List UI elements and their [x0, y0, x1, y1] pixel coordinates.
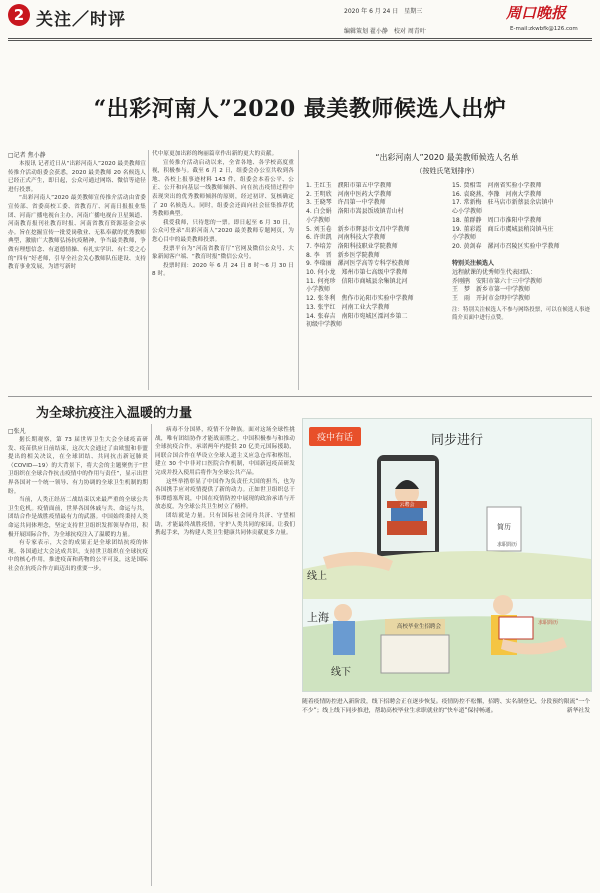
label-online: 线上 — [307, 571, 327, 582]
list-item: 1. 王红玉 濮阳市第五中学教师 — [306, 182, 392, 189]
list-item: 初级中学教师 — [306, 321, 343, 329]
list-item: 小学教师 — [452, 234, 477, 242]
sub-article-col1 — [8, 436, 148, 886]
editor-credits: 编辑策划 翟小静 校对 周青叶 — [344, 28, 426, 35]
paragraph: 当前，人类正经历二战结束以来最严重的全球公共卫生危机。疫情面前，世界各国休戚与共、命运与共，团结合作是战胜疫情最有力的武器。中国始终秉持人类命运共同体理念，坚定支持世卫组织发挥领导作用，积极开展国际合作，为全球抗疫注入了温暖的力量。 — [8, 497, 148, 538]
list-item — [452, 252, 592, 261]
issue-date: 2020 年 6 月 24 日 星期三 — [344, 8, 423, 15]
list-item: 6. 许世凯 河南科技大学教师 — [306, 234, 386, 242]
paragraph: 我爱我师，只待您的一票。即日起至 6 月 30 日，公众可登录“出彩河南人”2020 最美教师专题网页，为您心目中的最美教师投票。 — [152, 219, 294, 243]
sign-job-fair: 高校毕业生招聘会 — [396, 624, 441, 630]
paragraph: 团结就是力量。只有国际社会同舟共济、守望相助，才能最终战胜疫情，守护人类共同的家园。让我们携起手来，为构建人类卫生健康共同体贡献更多力量。 — [155, 512, 295, 537]
list-item: 心小学教师 — [452, 208, 483, 216]
caption-credit: 新华社发 — [566, 707, 590, 714]
list-item: 小学教师 — [306, 216, 331, 224]
list-item: 18. 董群静 周口市淮阳中学教师 — [452, 216, 542, 224]
list-item: 7. 李培芳 洛阳科技职业学院教师 — [306, 242, 398, 250]
column-divider — [151, 424, 152, 886]
list-item: 9. 李瑞丽 漯河医学高等专科学校教师 — [306, 260, 410, 268]
sub-headline: 为全球抗疫注入温暖的力量 — [36, 406, 193, 421]
paragraph: 投票时间：2020 年 6 月 24 日 8 时～6 月 30 日 8 时。 — [152, 262, 294, 278]
list-item: 4. 白会娟 洛阳市嵩县饭坡镇青山村 — [306, 208, 404, 216]
label-city: 上海 — [307, 611, 329, 624]
list-item: 20. 黄剑春 漯河市召陵区实验中学教师 — [452, 242, 560, 250]
list-item: 小学教师 — [306, 286, 331, 294]
column-divider — [148, 150, 149, 390]
list-item: 2. 王明欣 河南中医药大学教师 — [306, 190, 392, 198]
column-divider — [298, 150, 299, 390]
list-item: 8. 李 晋 新乡医学院教师 — [306, 251, 380, 259]
list-item: 11. 何亮珍 信阳市商城县余集镇北河 — [306, 277, 408, 285]
list-item: 13. 张宇红 河南工业大学教师 — [306, 303, 390, 311]
sub-byline: □张凡 — [8, 428, 26, 435]
paragraph: “出彩河南人”2020 最美教师宣传推介活动由省委宣传部、省委高校工委、省教育厅、河南日报报业集团、河南广播电视台主办，河南广播电视台卫星频道、河南教育报刊社教育时报、河南省教育资源基金会承办。旨在挖掘宣传一批爱岗敬业、无私奉献的优秀教师典型，激励广大教师弘扬抗疫精神，争当最美教师，争做有理想信念、有道德情操、有扎实学识、有仁爱之心的“四有”好老师，引导全社会关心教师队伍建设、支持教育事业发展，为谱写新时 — [8, 195, 146, 271]
sign-resume: 求职简历 — [537, 620, 558, 626]
page-number: 2 — [8, 4, 30, 26]
list-item: 远程献课的优秀师生代表团队： — [452, 269, 537, 277]
section-title: 关注／时评 — [36, 10, 126, 30]
masthead-rule-thin — [8, 40, 592, 41]
list-item: 10. 何小龙 郑州市第七高级中学教师 — [306, 269, 408, 277]
list-item: 16. 袁晓燕、李豫 河南大学教师 — [452, 190, 542, 198]
candidate-note: 注：特别关注候选人不参与网络投票，可以在候选人事迹简介页面中进行点赞。 — [452, 307, 590, 321]
paragraph: 病毒不分国界，疫情不分种族。面对这场全球性挑战，唯有团结协作才能战而胜之。中国积极参与和推动全球抗疫合作，承诺两年内提供 20 亿美元国际援助，同联合国合作在华设立全球人道主义应急仓库和枢纽，建立 30 个中非对口医院合作机制，中国新冠疫苗研发完成并投入使用后将作为全球公共产品。 — [155, 427, 295, 476]
list-item: 乔刚鹃 安阳市第六十三中学教师 — [452, 277, 543, 285]
candidate-list-left — [306, 182, 452, 330]
svg-text:简历: 简历 — [497, 523, 511, 531]
section-divider — [8, 396, 592, 397]
list-item: 3. 王晓琴 许昌第一中学教师 — [306, 199, 386, 207]
paragraph: 宣传推介活动启动以来，全省各地、各学校高度重视，积极参与。截至 6 月 2 日，组委会办公室共收到各地、各校上报事迹材料 143 件，组委会本着公平、公正、公开和向基层一线教师倾斜、向在抗击疫情过程中表现突出的优秀教师倾斜的原则，经过初评、复核确定了 20 名候选人。同时，组委会还面向社会征集推荐优秀教师典型。 — [152, 159, 294, 218]
list-item: 12. 张冬利 焦作市沁阳市实验中学教师 — [306, 295, 414, 303]
list-item: 5. 刘玉卷 新乡市辉县市文昌中学教师 — [306, 225, 410, 233]
list-item: 17. 常新梅 驻马店市新蔡县余店镇中 — [452, 199, 554, 207]
cartoon-illustration — [302, 418, 592, 692]
list-item: 14. 张春吉 南阳市宛城区溧河乡第二 — [306, 312, 408, 320]
main-byline: □记者 焦小静 — [8, 152, 46, 159]
label-offline: 线下 — [331, 667, 351, 678]
main-article-col1 — [8, 160, 146, 272]
paragraph: 代中原更加出彩的绚丽篇章作出新的更大的贡献。 — [152, 151, 278, 157]
cartoon-drawing — [303, 449, 591, 691]
sub-article-col2 — [155, 426, 295, 886]
main-headline: “出彩河南人”2020 最美教师候选人出炉 — [93, 96, 507, 122]
monitor-label: 求职简历 — [496, 542, 517, 548]
masthead-rule — [8, 38, 592, 39]
paragraph: 本报讯 记者近日从“出彩河南人”2020 最美教师宣传推介活动组委会获悉，2020 最美教师 20 名候选人已经正式产生，即日起，公众可通过网络、微信等途径进行投票。 — [8, 161, 146, 193]
photo-caption — [302, 698, 590, 715]
candidate-list-subtitle: （按姓氏笔划排序） — [415, 167, 479, 175]
paragraph: 投票平台为“河南省教育厅”官网及微信公众号、大象新闻客户端、“教育时报”微信公众号。 — [152, 245, 294, 261]
paragraph: 有专家表示，大会的成果正是全球团结抗疫的体现。各国通过大会达成共识，支持世卫组织在全球抗疫中的核心作用，推进疫苗和药物的公平可及，这是国际社会在抗疫合作方面迈出的重要一步。 — [8, 540, 148, 572]
contact-email: E-mail:zkwbfk@126.com — [510, 26, 578, 32]
list-item: 特别关注候选人 — [452, 260, 495, 268]
list-item: 19. 董彩霞 商丘市虞城县稍岗镇马庄 — [452, 225, 554, 233]
phone-card-label: 云聘会 — [387, 501, 427, 508]
list-item: 王 雨 开封市金明中学教师 — [452, 295, 531, 303]
paragraph: 据长期观察，第 73 届世界卫生大会全球疫苗研发、疫苗供应日前结束，这次大会通过了由欧盟和非盟提出的相关决议，在全球团结、共同抗击新冠肺炎（COVID—19）的大背景下，将大会的主题聚焦于“世卫组织在全球合作抗击疫情中的作用与责任”，显示出世界各国对一个统一领导、有力协调的全球卫生机制的期盼。 — [8, 437, 148, 495]
main-article-col2 — [152, 150, 294, 279]
photo-tag: 疫中有话 — [309, 427, 361, 446]
candidate-list-right — [452, 182, 592, 304]
candidate-list-title: “出彩河南人”2020 最美教师候选人名单 — [375, 153, 519, 162]
newspaper-logo: 周口晚报 — [506, 4, 567, 22]
list-item: 15. 贾相雪 河南省实验小学教师 — [452, 182, 542, 189]
caption-text: 随着疫情防控进入新阶段，线下招聘会正在逐步恢复。疫情防控不松懈，招聘、实名制登记、分段预约限流“一个不少”；线上线下同步推进，帮助高校毕业生求职就业的“快车道”保持畅通。 — [302, 699, 590, 714]
list-item: 王 梦 新乡市第一中学教师 — [452, 286, 531, 294]
paragraph: 这些举措彰显了中国作为负责任大国的担当，也为各国携手应对疫情提供了新的动力。正如世卫组织总干事谭德塞所说，中国在疫情防控中展现的政治承诺与开放态度，为全球公共卫生树立了榜样。 — [155, 478, 295, 511]
photo-title: 同步进行 — [431, 433, 484, 448]
